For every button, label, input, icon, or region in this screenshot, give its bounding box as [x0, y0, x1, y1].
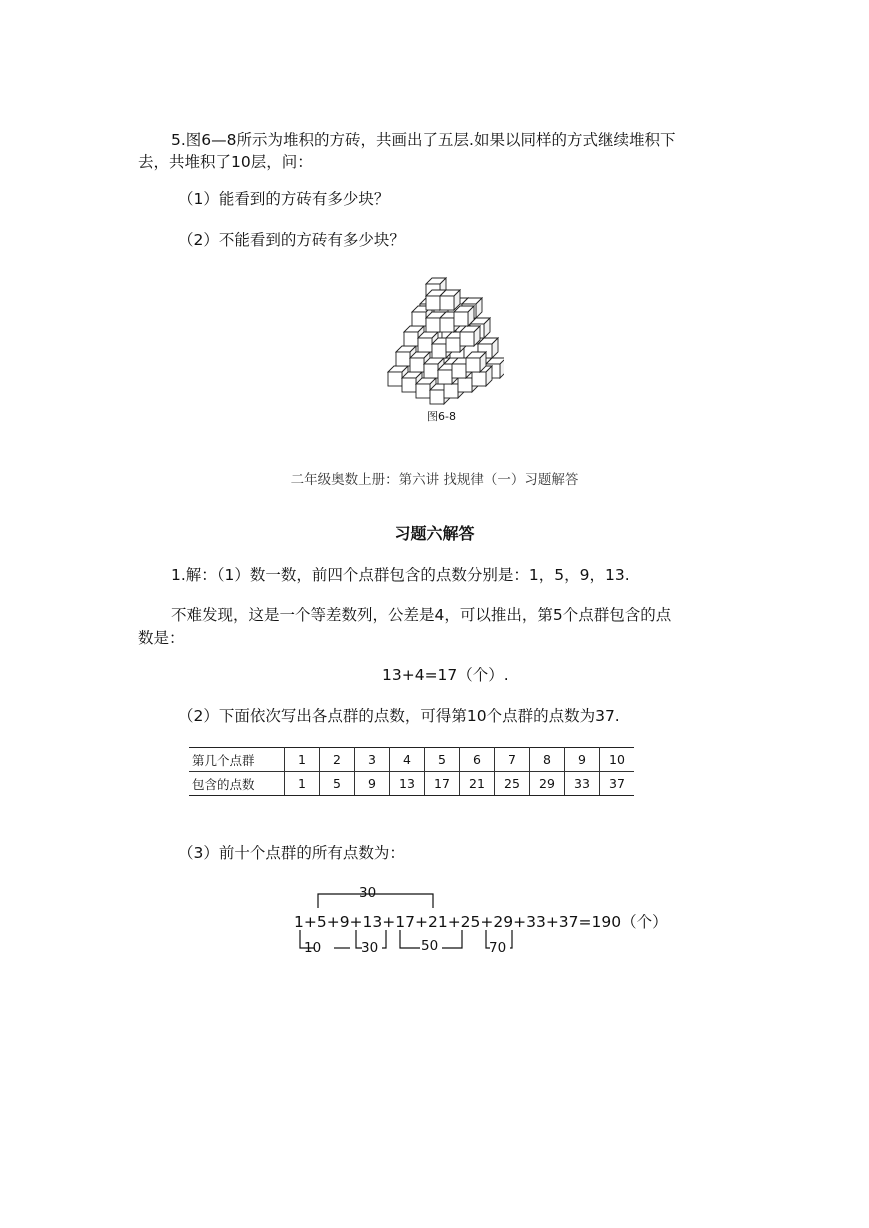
table-cell: 13 [390, 772, 425, 796]
figure-caption: 图6-8 [427, 410, 456, 423]
bracket-label-3: 50 [421, 938, 439, 954]
table-cell: 3 [355, 748, 390, 772]
table-cell: 7 [495, 748, 530, 772]
table-row-header: 包含的点数 [189, 772, 285, 796]
table-cell: 9 [565, 748, 600, 772]
table-cell: 17 [425, 772, 460, 796]
section-title: 习题六解答 [394, 524, 475, 543]
table-cell: 4 [390, 748, 425, 772]
table-cell: 29 [530, 772, 565, 796]
problem5-question1: （1）能看到的方砖有多少块？ [178, 190, 390, 208]
table-cell: 1 [285, 748, 320, 772]
dot-count-table [189, 747, 634, 796]
table-cell: 9 [355, 772, 390, 796]
table-cell: 1 [285, 772, 320, 796]
table-cell: 5 [320, 772, 355, 796]
table-cell: 37 [600, 772, 635, 796]
cube-pyramid-figure [384, 270, 504, 405]
answer1-part3: （3）前十个点群的所有点数为： [178, 844, 405, 862]
problem5-line1: 5.图6—8所示为堆积的方砖，共画出了五层.如果以同样的方式继续堆积下 [171, 131, 676, 149]
problem5-line2: 去，共堆积了10层，问： [138, 153, 313, 171]
table-cell: 33 [565, 772, 600, 796]
table-cell: 8 [530, 748, 565, 772]
answer1-reason-line1: 不难发现，这是一个等差数列，公差是4，可以推出，第5个点群包含的点 [171, 606, 672, 624]
table-cell: 6 [460, 748, 495, 772]
answer1-equation: 13+4=17（个）. [382, 666, 509, 684]
table-row-header: 第几个点群 [189, 748, 285, 772]
bracket-label-4: 70 [489, 940, 507, 956]
table-row [189, 772, 634, 796]
cube-stack [388, 278, 504, 404]
table-cell: 5 [425, 748, 460, 772]
table-cell: 10 [600, 748, 635, 772]
section-subtitle: 二年级奥数上册：第六讲 找规律（一）习题解答 [290, 472, 579, 488]
table-row [189, 748, 634, 772]
bracket-label-2: 30 [361, 940, 379, 956]
problem5-question2: （2）不能看到的方砖有多少块？ [178, 231, 405, 249]
table-cell: 2 [320, 748, 355, 772]
table-cell: 21 [460, 772, 495, 796]
table-cell: 25 [495, 772, 530, 796]
bracket-label-1: 10 [304, 940, 322, 956]
answer1-reason-line2: 数是： [138, 629, 185, 647]
answer1-part1: 1.解：（1）数一数，前四个点群包含的点数分别是：1，5，9，13. [171, 566, 630, 584]
bracket-label-top: 30 [359, 885, 377, 901]
answer1-part2: （2）下面依次写出各点群的点数，可得第10个点群的点数为37. [178, 707, 620, 725]
sum-equation: 1+5+9+13+17+21+25+29+33+37=190（个） [294, 913, 668, 931]
